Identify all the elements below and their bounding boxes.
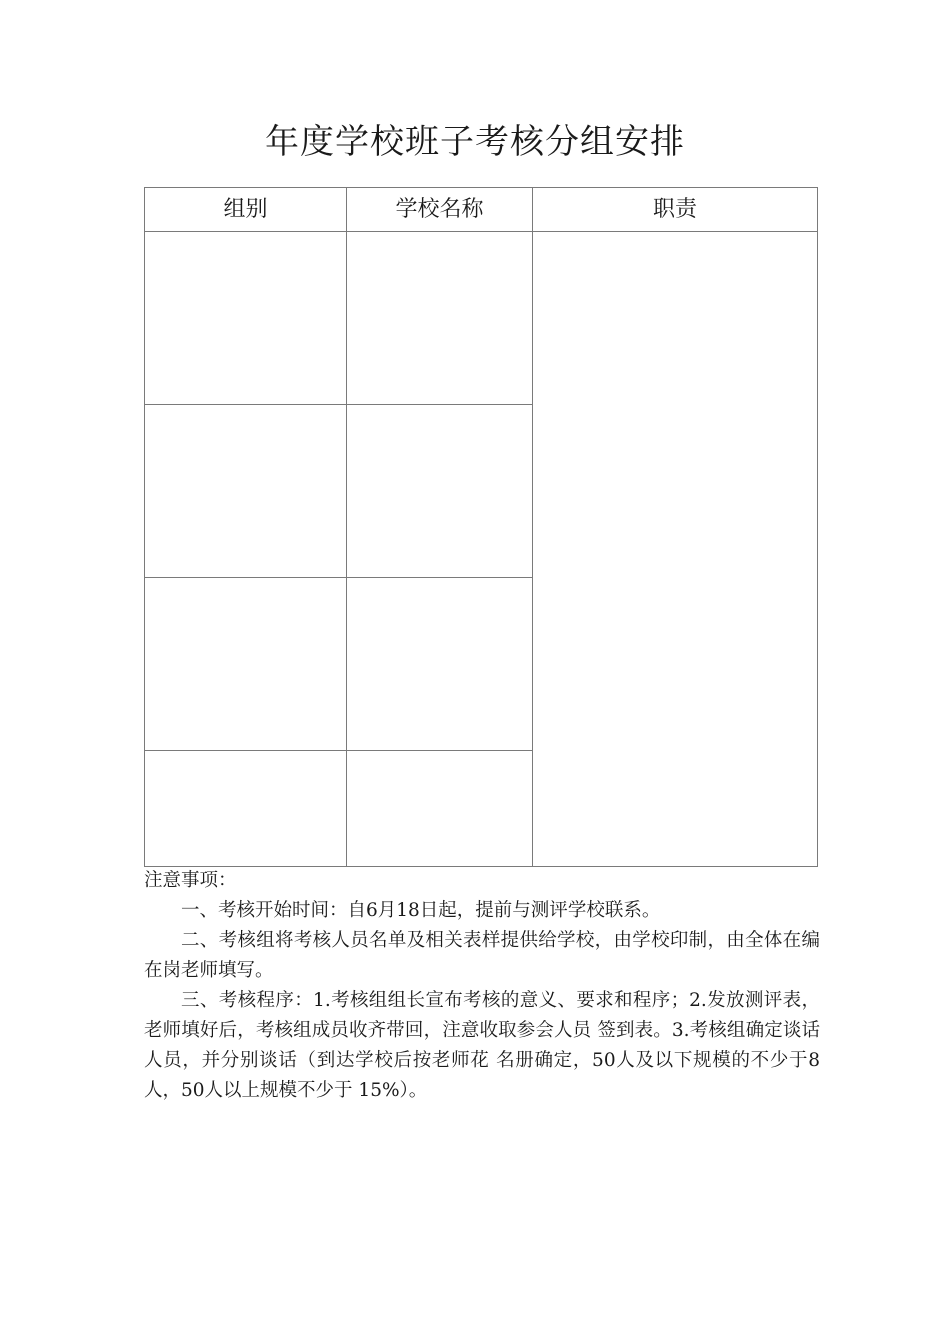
group-cell: [145, 232, 347, 405]
duty-cell: [533, 232, 818, 867]
group-schedule-table: [144, 187, 818, 867]
table-row: [145, 232, 818, 405]
page-title: 年度学校班子考核分组安排: [265, 122, 685, 162]
school-name-cell: [347, 232, 533, 405]
header-group: 组别: [145, 188, 347, 232]
notes-section: [144, 866, 820, 1106]
group-cell: [145, 578, 347, 751]
notes-heading: 注意事项：: [144, 870, 237, 891]
group-cell: [145, 751, 347, 867]
table-header-row: [145, 188, 818, 232]
note-item-procedure: 三、考核程序：1.考核组组长宣布考核的意义、要求和程序；2.发放测评表，老师填好后，考核组成员收齐带回，注意收取参会人员 签到表。3.考核组确定谈话人员，并分别谈话（到达学校后按老师花 名册确定，50人及以下规模的不少于8人，50人以上规模不少于 15%）。: [144, 990, 820, 1101]
header-duty: 职责: [533, 188, 818, 232]
school-name-cell: [347, 405, 533, 578]
group-cell: [145, 405, 347, 578]
header-school-name: 学校名称: [347, 188, 533, 232]
note-item-start-time: 一、考核开始时间：自6月18日起，提前与测评学校联系。: [181, 900, 661, 921]
school-name-cell: [347, 578, 533, 751]
note-item-materials: 二、考核组将考核人员名单及相关表样提供给学校，由学校印制，由全体在编在岗老师填写。: [144, 930, 820, 981]
school-name-cell: [347, 751, 533, 867]
